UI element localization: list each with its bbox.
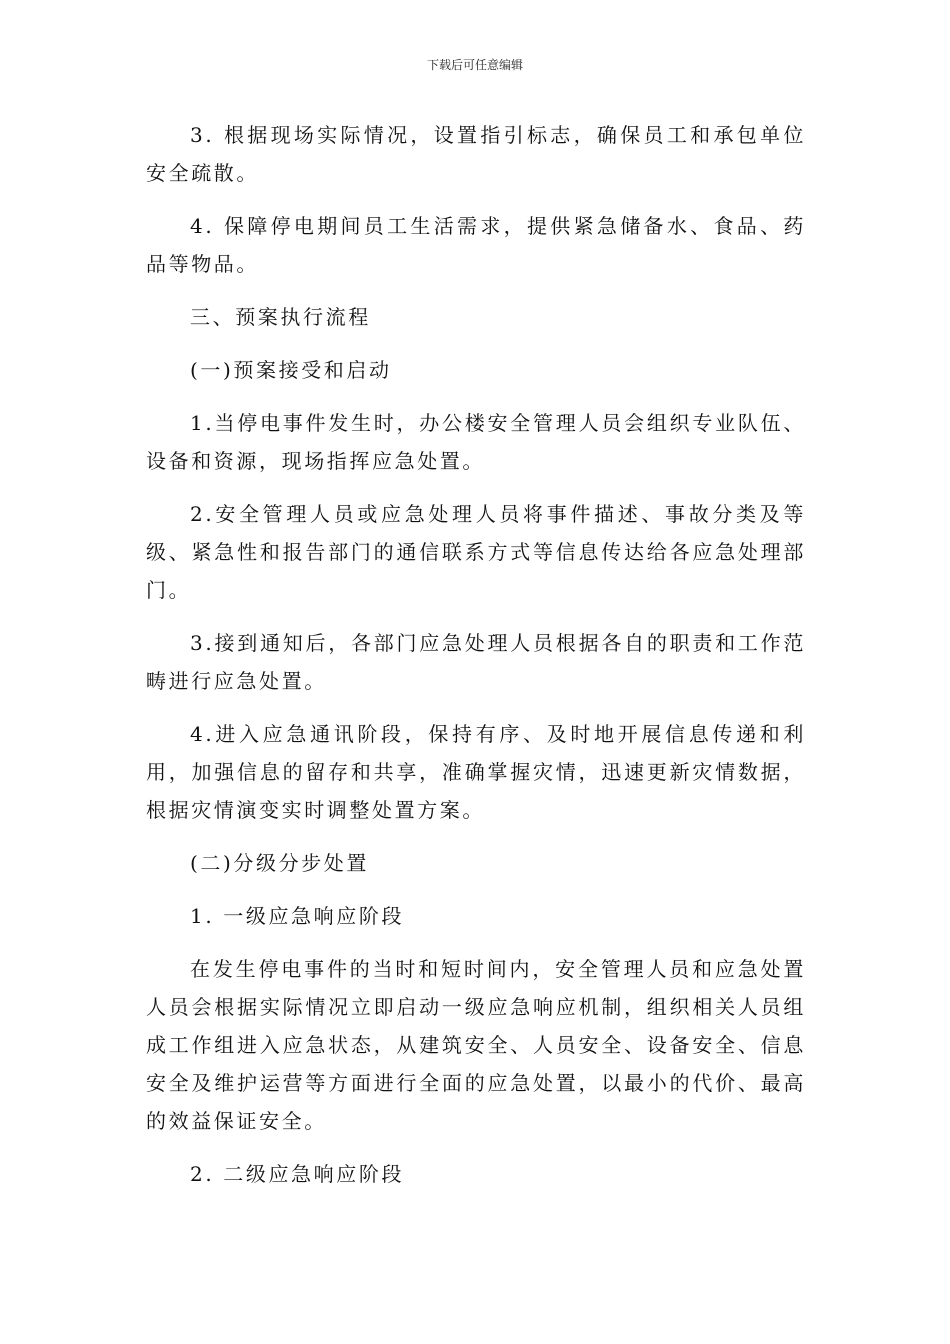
list-heading-level-1-response: 1. 一级应急响应阶段 bbox=[190, 904, 405, 928]
paragraph-startup-1: 1.当停电事件发生时，办公楼安全管理人员会组织专业队伍、设备和资源，现场指挥应急处置。 bbox=[146, 411, 806, 473]
page-header-note: 下载后可任意编辑 bbox=[426, 58, 523, 72]
paragraph-startup-2: 2.安全管理人员或应急处理人员将事件描述、事故分类及等级、紧急性和报告部门的通信联系方式等信息传达给各应急处理部门。 bbox=[146, 502, 806, 602]
subsection-heading-graded-disposal: (二)分级分步处置 bbox=[190, 851, 370, 875]
subsection-heading-acceptance-startup: (一)预案接受和启动 bbox=[190, 358, 392, 382]
paragraph-item-3-evacuation: 3. 根据现场实际情况，设置指引标志，确保员工和承包单位安全疏散。 bbox=[146, 123, 806, 185]
document-body bbox=[146, 116, 806, 1208]
paragraph-item-4-supplies: 4. 保障停电期间员工生活需求，提供紧急储备水、食品、药品等物品。 bbox=[146, 214, 806, 276]
list-heading-level-2-response: 2. 二级应急响应阶段 bbox=[190, 1162, 405, 1186]
paragraph-startup-4: 4.进入应急通讯阶段，保持有序、及时地开展信息传递和利用，加强信息的留存和共享，准确掌握灾情，迅速更新灾情数据，根据灾情演变实时调整处置方案。 bbox=[146, 722, 806, 822]
section-heading-execution-process: 三、预案执行流程 bbox=[190, 305, 371, 329]
paragraph-level-1-response: 在发生停电事件的当时和短时间内，安全管理人员和应急处置人员会根据实际情况立即启动一级应急响应机制，组织相关人员组成工作组进入应急状态，从建筑安全、人员安全、设备安全、信息安全及维护运营等方面进行全面的应急处置，以最小的代价、最高的效益保证安全。 bbox=[146, 957, 806, 1133]
paragraph-startup-3: 3.接到通知后，各部门应急处理人员根据各自的职责和工作范畴进行应急处置。 bbox=[146, 631, 806, 693]
